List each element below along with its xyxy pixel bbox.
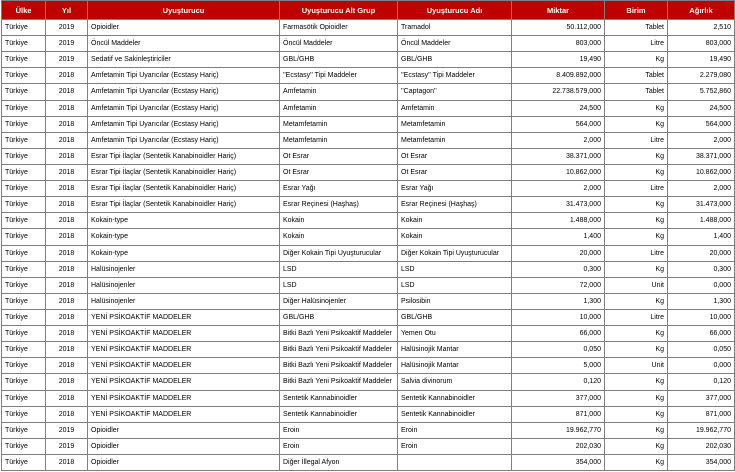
cell-drug: Opioidler xyxy=(88,20,280,36)
cell-country: Türkiye xyxy=(2,293,46,309)
cell-drug: Esrar Tipi İlaçlar (Sentetik Kanabinoidler Hariç) xyxy=(88,197,280,213)
cell-weight: 1.488,000 xyxy=(668,213,735,229)
table-row xyxy=(2,229,735,245)
cell-unit: Tablet xyxy=(605,68,668,84)
cell-unit: Kg xyxy=(605,374,668,390)
cell-unit: Tablet xyxy=(605,84,668,100)
cell-weight: 377,000 xyxy=(668,390,735,406)
cell-weight: 202,030 xyxy=(668,438,735,454)
cell-year: 2018 xyxy=(46,181,88,197)
cell-weight: 803,000 xyxy=(668,36,735,52)
cell-drug-subgroup: Esrar Yağı xyxy=(280,181,398,197)
cell-drug-subgroup: Sentetik Kannabinoidler xyxy=(280,406,398,422)
cell-drug: Amfetamin Tipi Uyarıcılar (Ecstasy Hariç) xyxy=(88,68,280,84)
cell-drug: Halüsinojenler xyxy=(88,293,280,309)
cell-drug: YENİ PSİKOAKTİF MADDELER xyxy=(88,326,280,342)
cell-year: 2018 xyxy=(46,197,88,213)
cell-drug-name: Ot Esrar xyxy=(398,148,512,164)
cell-unit: Kg xyxy=(605,116,668,132)
cell-country: Türkiye xyxy=(2,454,46,470)
table-row xyxy=(2,309,735,325)
cell-weight: 354,000 xyxy=(668,454,735,470)
cell-quantity: 871,000 xyxy=(512,406,605,422)
cell-weight: 2,510 xyxy=(668,20,735,36)
table-row xyxy=(2,52,735,68)
table-row xyxy=(2,277,735,293)
cell-quantity: 1.488,000 xyxy=(512,213,605,229)
cell-year: 2018 xyxy=(46,374,88,390)
cell-quantity: 1,400 xyxy=(512,229,605,245)
cell-country: Türkiye xyxy=(2,52,46,68)
cell-weight: 0,120 xyxy=(668,374,735,390)
cell-quantity: 0,050 xyxy=(512,342,605,358)
cell-drug-subgroup: Bitki Bazlı Yeni Psikoaktif Maddeler xyxy=(280,374,398,390)
table-row xyxy=(2,181,735,197)
cell-quantity: 38.371,000 xyxy=(512,148,605,164)
cell-drug-name: Metamfetamin xyxy=(398,116,512,132)
cell-quantity: 10.862,000 xyxy=(512,164,605,180)
cell-drug: Esrar Tipi İlaçlar (Sentetik Kanabinoidler Hariç) xyxy=(88,148,280,164)
cell-drug-name: Kokain xyxy=(398,213,512,229)
cell-country: Türkiye xyxy=(2,181,46,197)
cell-year: 2018 xyxy=(46,84,88,100)
cell-drug-subgroup: Eroin xyxy=(280,422,398,438)
cell-drug-name: Sentetik Kannabinoidler xyxy=(398,390,512,406)
cell-drug-name: Yemen Otu xyxy=(398,326,512,342)
cell-year: 2018 xyxy=(46,326,88,342)
cell-drug: Kokain-type xyxy=(88,229,280,245)
cell-unit: Litre xyxy=(605,132,668,148)
cell-year: 2018 xyxy=(46,245,88,261)
cell-quantity: 22.738.579,000 xyxy=(512,84,605,100)
cell-drug-name: Eroin xyxy=(398,422,512,438)
col-header-drug-name: Uyuşturucu Adı xyxy=(398,1,512,20)
table-row xyxy=(2,164,735,180)
cell-country: Türkiye xyxy=(2,132,46,148)
table-row xyxy=(2,326,735,342)
col-header-unit: Birim xyxy=(605,1,668,20)
cell-drug: YENİ PSİKOAKTİF MADDELER xyxy=(88,342,280,358)
table-row xyxy=(2,342,735,358)
cell-unit: Kg xyxy=(605,229,668,245)
cell-weight: 564,000 xyxy=(668,116,735,132)
table-row xyxy=(2,20,735,36)
cell-quantity: 1,300 xyxy=(512,293,605,309)
col-header-country: Ülke xyxy=(2,1,46,20)
cell-quantity: 20,000 xyxy=(512,245,605,261)
cell-drug: Sedatif ve Sakinleştiriciler xyxy=(88,52,280,68)
cell-quantity: 0,300 xyxy=(512,261,605,277)
cell-weight: 24,500 xyxy=(668,100,735,116)
cell-drug: Opioidler xyxy=(88,454,280,470)
cell-year: 2018 xyxy=(46,148,88,164)
table-row xyxy=(2,100,735,116)
cell-country: Türkiye xyxy=(2,36,46,52)
cell-drug-subgroup: LSD xyxy=(280,277,398,293)
cell-year: 2019 xyxy=(46,422,88,438)
cell-country: Türkiye xyxy=(2,309,46,325)
cell-country: Türkiye xyxy=(2,68,46,84)
cell-drug: YENİ PSİKOAKTİF MADDELER xyxy=(88,406,280,422)
cell-quantity: 2,000 xyxy=(512,132,605,148)
cell-year: 2018 xyxy=(46,342,88,358)
cell-country: Türkiye xyxy=(2,245,46,261)
cell-year: 2018 xyxy=(46,358,88,374)
cell-drug-subgroup: Bitki Bazlı Yeni Psikoaktif Maddeler xyxy=(280,358,398,374)
cell-weight: 0,000 xyxy=(668,358,735,374)
cell-unit: Kg xyxy=(605,342,668,358)
cell-weight: 19.962,770 xyxy=(668,422,735,438)
cell-year: 2018 xyxy=(46,213,88,229)
cell-year: 2018 xyxy=(46,116,88,132)
cell-year: 2018 xyxy=(46,277,88,293)
cell-drug-name: ''Ecstasy'' Tipi Maddeler xyxy=(398,68,512,84)
cell-country: Türkiye xyxy=(2,358,46,374)
cell-quantity: 377,000 xyxy=(512,390,605,406)
table-row xyxy=(2,213,735,229)
cell-quantity: 31.473,000 xyxy=(512,197,605,213)
cell-drug: Esrar Tipi İlaçlar (Sentetik Kanabinoidler Hariç) xyxy=(88,181,280,197)
table-row xyxy=(2,454,735,470)
cell-year: 2018 xyxy=(46,100,88,116)
cell-quantity: 8.409.892,000 xyxy=(512,68,605,84)
cell-weight: 38.371,000 xyxy=(668,148,735,164)
cell-year: 2018 xyxy=(46,293,88,309)
cell-weight: 1,400 xyxy=(668,229,735,245)
cell-drug-subgroup: GBL/GHB xyxy=(280,52,398,68)
cell-weight: 20,000 xyxy=(668,245,735,261)
cell-weight: 2,000 xyxy=(668,132,735,148)
cell-drug-name: Metamfetamin xyxy=(398,132,512,148)
cell-quantity: 0,120 xyxy=(512,374,605,390)
table-row xyxy=(2,132,735,148)
cell-weight: 2,000 xyxy=(668,181,735,197)
cell-unit: Kg xyxy=(605,52,668,68)
cell-country: Türkiye xyxy=(2,213,46,229)
cell-drug-name: GBL/GHB xyxy=(398,309,512,325)
cell-drug-subgroup: Diğer Kokain Tipi Uyuşturucular xyxy=(280,245,398,261)
cell-weight: 1,300 xyxy=(668,293,735,309)
cell-unit: Kg xyxy=(605,261,668,277)
cell-drug: Kokain-type xyxy=(88,245,280,261)
cell-unit: Litre xyxy=(605,245,668,261)
cell-drug-subgroup: Farmasötik Opioidler xyxy=(280,20,398,36)
cell-weight: 0,050 xyxy=(668,342,735,358)
cell-quantity: 19.962,770 xyxy=(512,422,605,438)
cell-country: Türkiye xyxy=(2,116,46,132)
cell-unit: Kg xyxy=(605,406,668,422)
cell-weight: 5.752,860 xyxy=(668,84,735,100)
cell-quantity: 66,000 xyxy=(512,326,605,342)
cell-drug-name: Amfetamin xyxy=(398,100,512,116)
cell-drug-name: Kokain xyxy=(398,229,512,245)
cell-drug-subgroup: LSD xyxy=(280,261,398,277)
cell-unit: Unit xyxy=(605,277,668,293)
cell-drug-name: Salvia divinorum xyxy=(398,374,512,390)
cell-unit: Unit xyxy=(605,358,668,374)
cell-weight: 10.862,000 xyxy=(668,164,735,180)
cell-unit: Kg xyxy=(605,422,668,438)
cell-country: Türkiye xyxy=(2,390,46,406)
cell-year: 2019 xyxy=(46,52,88,68)
cell-weight: 871,000 xyxy=(668,406,735,422)
cell-drug: YENİ PSİKOAKTİF MADDELER xyxy=(88,374,280,390)
cell-drug-name: Diğer Kokain Tipi Uyuşturucular xyxy=(398,245,512,261)
table-row xyxy=(2,390,735,406)
table-row xyxy=(2,374,735,390)
cell-drug-subgroup: Metamfetamin xyxy=(280,132,398,148)
cell-unit: Litre xyxy=(605,181,668,197)
cell-quantity: 564,000 xyxy=(512,116,605,132)
cell-drug: Opioidler xyxy=(88,438,280,454)
table-row xyxy=(2,422,735,438)
cell-drug-name: Halüsinojik Mantar xyxy=(398,358,512,374)
cell-drug-subgroup: Eroin xyxy=(280,438,398,454)
cell-country: Türkiye xyxy=(2,438,46,454)
cell-drug-subgroup: Metamfetamin xyxy=(280,116,398,132)
cell-drug-subgroup: ''Ecstasy'' Tipi Maddeler xyxy=(280,68,398,84)
cell-year: 2018 xyxy=(46,229,88,245)
cell-country: Türkiye xyxy=(2,374,46,390)
cell-drug-name: ''Captagon'' xyxy=(398,84,512,100)
cell-drug-subgroup: Sentetik Kannabinoidler xyxy=(280,390,398,406)
table-row xyxy=(2,68,735,84)
table-row xyxy=(2,438,735,454)
cell-drug: YENİ PSİKOAKTİF MADDELER xyxy=(88,358,280,374)
cell-drug-subgroup: GBL/GHB xyxy=(280,309,398,325)
cell-year: 2019 xyxy=(46,20,88,36)
table-row xyxy=(2,84,735,100)
cell-drug: Halüsinojenler xyxy=(88,277,280,293)
cell-drug-name: Sentetik Kannabinoidler xyxy=(398,406,512,422)
cell-country: Türkiye xyxy=(2,197,46,213)
cell-country: Türkiye xyxy=(2,261,46,277)
col-header-drug-subgroup: Uyuşturucu Alt Grup xyxy=(280,1,398,20)
cell-drug-subgroup: Ot Esrar xyxy=(280,148,398,164)
cell-unit: Kg xyxy=(605,148,668,164)
cell-year: 2018 xyxy=(46,390,88,406)
cell-drug-subgroup: Kokain xyxy=(280,213,398,229)
cell-year: 2018 xyxy=(46,454,88,470)
cell-drug-subgroup: Diğer İllegal Afyon xyxy=(280,454,398,470)
col-header-year: Yıl xyxy=(46,1,88,20)
cell-country: Türkiye xyxy=(2,20,46,36)
cell-unit: Kg xyxy=(605,293,668,309)
cell-country: Türkiye xyxy=(2,100,46,116)
cell-drug: YENİ PSİKOAKTİF MADDELER xyxy=(88,390,280,406)
cell-country: Türkiye xyxy=(2,84,46,100)
table-row xyxy=(2,148,735,164)
cell-drug: Opioidler xyxy=(88,422,280,438)
cell-quantity: 19,490 xyxy=(512,52,605,68)
cell-drug-name: Tramadol xyxy=(398,20,512,36)
cell-quantity: 50.112,000 xyxy=(512,20,605,36)
cell-drug-name: Öncül Maddeler xyxy=(398,36,512,52)
col-header-weight: Ağırlık xyxy=(668,1,735,20)
cell-year: 2018 xyxy=(46,164,88,180)
cell-unit: Kg xyxy=(605,390,668,406)
cell-drug-subgroup: Amfetamin xyxy=(280,84,398,100)
cell-drug-name: Halüsinojik Mantar xyxy=(398,342,512,358)
cell-drug: Halüsinojenler xyxy=(88,261,280,277)
cell-quantity: 72,000 xyxy=(512,277,605,293)
table-row xyxy=(2,36,735,52)
cell-drug-subgroup: Bitki Bazlı Yeni Psikoaktif Maddeler xyxy=(280,326,398,342)
cell-drug: Öncül Maddeler xyxy=(88,36,280,52)
cell-year: 2019 xyxy=(46,36,88,52)
table-row xyxy=(2,116,735,132)
cell-unit: Litre xyxy=(605,36,668,52)
cell-weight: 10,000 xyxy=(668,309,735,325)
cell-weight: 66,000 xyxy=(668,326,735,342)
cell-drug: YENİ PSİKOAKTİF MADDELER xyxy=(88,309,280,325)
col-header-quantity: Miktar xyxy=(512,1,605,20)
cell-drug-subgroup: Kokain xyxy=(280,229,398,245)
drug-seizure-table xyxy=(1,0,735,471)
cell-drug: Kokain-type xyxy=(88,213,280,229)
cell-weight: 2.279,080 xyxy=(668,68,735,84)
cell-country: Türkiye xyxy=(2,406,46,422)
cell-drug-name: LSD xyxy=(398,261,512,277)
cell-country: Türkiye xyxy=(2,277,46,293)
cell-unit: Kg xyxy=(605,438,668,454)
cell-drug: Amfetamin Tipi Uyarıcılar (Ecstasy Hariç) xyxy=(88,116,280,132)
cell-drug: Esrar Tipi İlaçlar (Sentetik Kanabinoidler Hariç) xyxy=(88,164,280,180)
cell-drug-subgroup: Ot Esrar xyxy=(280,164,398,180)
cell-unit: Tablet xyxy=(605,20,668,36)
cell-quantity: 202,030 xyxy=(512,438,605,454)
cell-unit: Kg xyxy=(605,326,668,342)
cell-country: Türkiye xyxy=(2,148,46,164)
cell-country: Türkiye xyxy=(2,326,46,342)
cell-quantity: 5,000 xyxy=(512,358,605,374)
cell-country: Türkiye xyxy=(2,229,46,245)
header-row xyxy=(2,1,735,20)
cell-quantity: 803,000 xyxy=(512,36,605,52)
cell-drug-subgroup: Esrar Reçinesi (Haşhaş) xyxy=(280,197,398,213)
col-header-drug: Uyuşturucu xyxy=(88,1,280,20)
cell-year: 2018 xyxy=(46,132,88,148)
cell-drug-subgroup: Öncül Maddeler xyxy=(280,36,398,52)
cell-unit: Kg xyxy=(605,197,668,213)
cell-drug-name: Esrar Yağı xyxy=(398,181,512,197)
cell-quantity: 10,000 xyxy=(512,309,605,325)
cell-unit: Kg xyxy=(605,100,668,116)
cell-quantity: 2,000 xyxy=(512,181,605,197)
table-row xyxy=(2,406,735,422)
cell-year: 2018 xyxy=(46,406,88,422)
cell-drug-subgroup: Bitki Bazlı Yeni Psikoaktif Maddeler xyxy=(280,342,398,358)
cell-drug-name: Psilosibin xyxy=(398,293,512,309)
cell-drug-name: Ot Esrar xyxy=(398,164,512,180)
cell-year: 2018 xyxy=(46,309,88,325)
cell-drug-name xyxy=(398,454,512,470)
cell-drug-subgroup: Diğer Halüsinojenler xyxy=(280,293,398,309)
cell-year: 2018 xyxy=(46,261,88,277)
cell-year: 2019 xyxy=(46,438,88,454)
cell-quantity: 354,000 xyxy=(512,454,605,470)
cell-drug: Amfetamin Tipi Uyarıcılar (Ecstasy Hariç) xyxy=(88,100,280,116)
table-row xyxy=(2,245,735,261)
table-row xyxy=(2,261,735,277)
cell-weight: 0,300 xyxy=(668,261,735,277)
cell-weight: 0,000 xyxy=(668,277,735,293)
table-row xyxy=(2,197,735,213)
cell-drug: Amfetamin Tipi Uyarıcılar (Ecstasy Hariç) xyxy=(88,132,280,148)
cell-drug-name: Eroin xyxy=(398,438,512,454)
cell-unit: Kg xyxy=(605,454,668,470)
cell-drug-name: LSD xyxy=(398,277,512,293)
table-row xyxy=(2,293,735,309)
cell-unit: Kg xyxy=(605,164,668,180)
cell-weight: 31.473,000 xyxy=(668,197,735,213)
cell-quantity: 24,500 xyxy=(512,100,605,116)
cell-drug: Amfetamin Tipi Uyarıcılar (Ecstasy Hariç) xyxy=(88,84,280,100)
cell-country: Türkiye xyxy=(2,342,46,358)
cell-country: Türkiye xyxy=(2,164,46,180)
cell-unit: Litre xyxy=(605,309,668,325)
cell-drug-name: GBL/GHB xyxy=(398,52,512,68)
cell-year: 2018 xyxy=(46,68,88,84)
cell-country: Türkiye xyxy=(2,422,46,438)
cell-drug-name: Esrar Reçinesi (Haşhaş) xyxy=(398,197,512,213)
cell-drug-subgroup: Amfetamin xyxy=(280,100,398,116)
cell-unit: Kg xyxy=(605,213,668,229)
cell-weight: 19,490 xyxy=(668,52,735,68)
table-row xyxy=(2,358,735,374)
